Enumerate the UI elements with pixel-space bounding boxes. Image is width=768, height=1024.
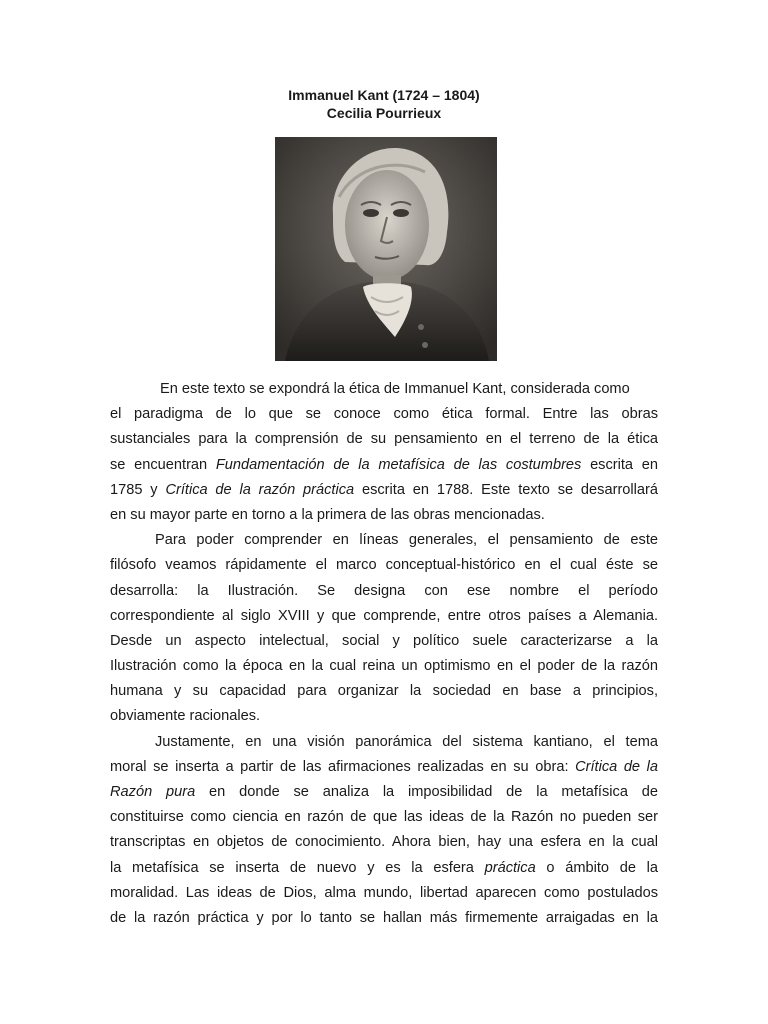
kant-portrait-image: [275, 137, 497, 361]
text-line: humana y su capacidad para organizar la sociedad en base a principios,: [110, 683, 658, 700]
text-line: Desde un aspecto intelectual, social y político suele caracterizarse a la: [110, 632, 658, 649]
text-line: el paradigma de lo que se conoce como ética formal. Entre las obras: [110, 406, 658, 423]
document-title: Immanuel Kant (1724 – 1804): [288, 87, 480, 103]
text-line: Ilustración como la época en la cual reina un optimismo en el poder de la razón: [110, 658, 658, 675]
text-line: moralidad. Las ideas de Dios, alma mundo, libertad aparecen como postulados: [110, 884, 658, 901]
text-line: la metafísica se inserta de nuevo y es la esfera práctica o ámbito de la: [110, 859, 658, 876]
text-line: Justamente, en una visión panorámica del sistema kantiano, el tema: [155, 733, 658, 750]
document-author: Cecilia Pourrieux: [326, 105, 442, 121]
text-line: 1785 y Crítica de la razón práctica escrita en 1788. Este texto se desarrollará: [110, 481, 658, 498]
text-line: en su mayor parte en torno a la primera de las obras mencionadas.: [110, 506, 545, 523]
text-line: moral se inserta a partir de las afirmaciones realizadas en su obra: Crítica de la: [110, 758, 658, 775]
text-line: desarrolla: la Ilustración. Se designa con ese nombre el período: [110, 582, 658, 599]
book-title: Crítica de la: [575, 758, 658, 775]
book-title: Fundamentación de la metafísica de las costumbres: [215, 456, 582, 473]
text-line: filósofo veamos rápidamente el marco conceptual-histórico en el cual éste se: [110, 557, 658, 574]
text-line: de la razón práctica y por lo tanto se hallan más firmemente arraigadas en la: [110, 909, 658, 926]
text-line: transcriptas en objetos de conocimiento. Ahora bien, hay una esfera en la cual: [110, 834, 658, 851]
text-line: sustanciales para la comprensión de su pensamiento en el terreno de la ética: [110, 431, 658, 448]
text-line: obviamente racionales.: [110, 708, 261, 725]
text-line: constituirse como ciencia en razón de que las ideas de la Razón no pueden ser: [110, 809, 658, 826]
emphasis: práctica: [484, 859, 536, 876]
text-line: se encuentran Fundamentación de la metafísica de las costumbres escrita en: [110, 456, 659, 473]
text-line: En este texto se expondrá la ética de Immanuel Kant, considerada como: [160, 381, 630, 397]
document-body: [110, 377, 658, 931]
text-line: correspondiente al siglo XVIII y que comprende, entre otros países a Alemania.: [110, 607, 658, 624]
text-line: Para poder comprender en líneas generales, el pensamiento de este: [155, 532, 658, 549]
book-title: Crítica de la razón práctica: [165, 481, 355, 498]
book-title: Razón pura: [110, 784, 196, 800]
text-line: Razón pura en donde se analiza la imposibilidad de la metafísica de: [110, 784, 658, 800]
